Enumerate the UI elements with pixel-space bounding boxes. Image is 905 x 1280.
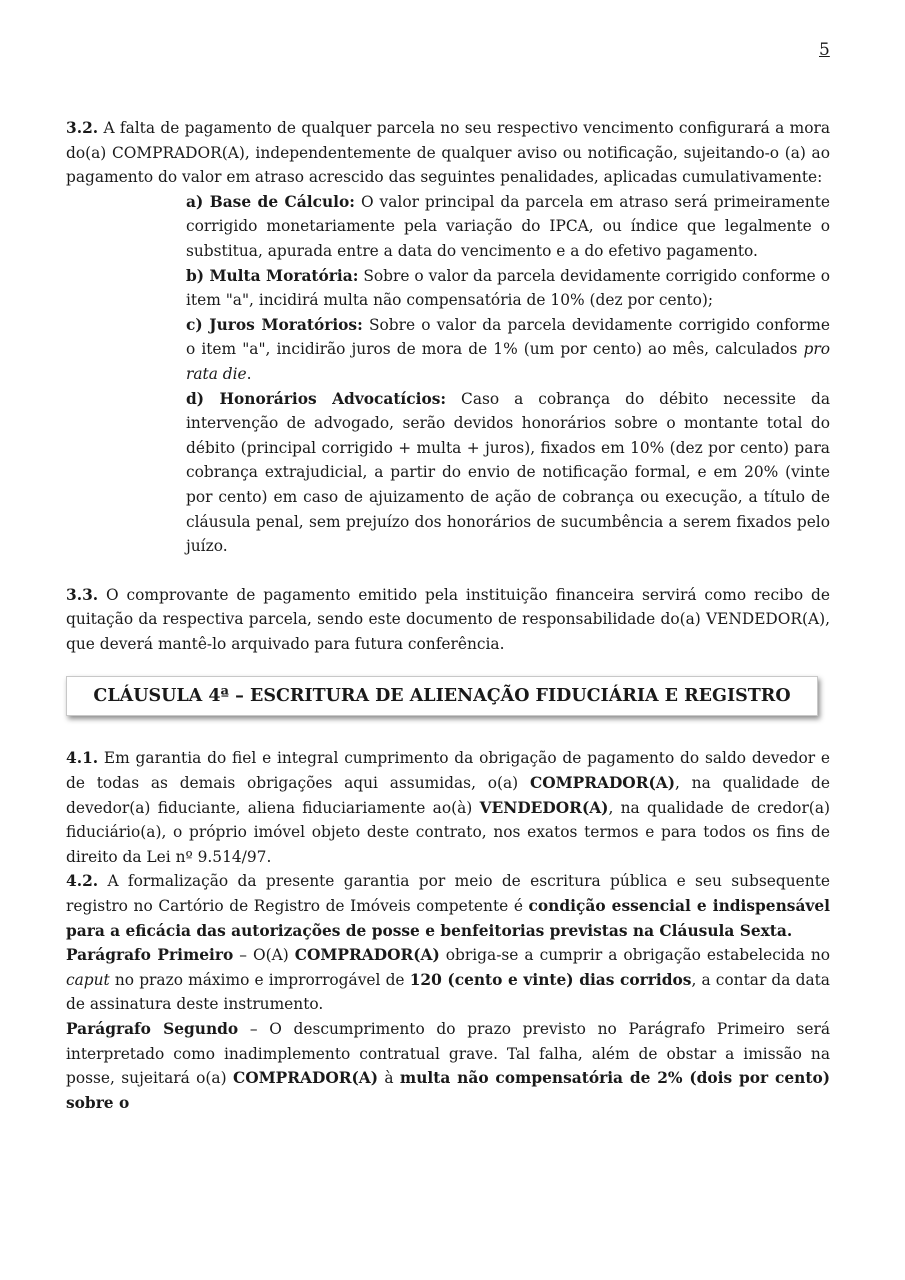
section-4-1: 4.1. Em garantia do fiel e integral cumprimento da obrigação de pagamento do saldo devedor e de todas as demais obrigações aqui assumidas, o(a) COMPRADOR(A), na qualidade de devedor(a) fiduciante, aliena fiduciariamente ao(à) VENDEDOR(A), na qualidade de credor(a) fiduciário(a), o próprio imóvel objeto deste contrato, nos exatos termos e para todos os fins de direito da Lei nº 9.514/97. bbox=[66, 749, 831, 866]
item-label: c) Juros Moratórios: bbox=[186, 315, 363, 334]
section-number: 4.1. bbox=[66, 749, 99, 768]
section-number: 3.2. bbox=[66, 119, 99, 137]
section-3-3: 3.3. O comprovante de pagamento emitido pela instituição financeira servirá como recibo de quitação da respectiva parcela, sendo este documento de responsabilidade do(a) VENDEDOR(A), que deverá mantê-lo arquivado para futura conferência. bbox=[66, 585, 830, 653]
paragrafo-primeiro: Parágrafo Primeiro – O(A) COMPRADOR(A) obriga-se a cumprir a obrigação estabelecida no caput no prazo máximo e improrrogável de 120 (cento e vinte) dias corridos, a contar da data de assinatura deste instrumento. bbox=[66, 946, 830, 1014]
item-d-honorarios: d) Honorários Advocatícios: Caso a cobrança do débito necessite da intervenção de advogado, serão devidos honorários sobre o montante total do débito (principal corrigido + multa + juros), fixados em 10% (dez por cento) para cobrança extrajudicial, a partir do envio de notificação formal, e em 20% (vinte por cento) em caso de ajuizamento de ação de cobrança ou execução, a título de cláusula penal, sem prejuízo dos honorários de sucumbência a serem fixados pelo juízo. bbox=[186, 389, 830, 556]
section-4-2: 4.2. A formalização da presente garantia por meio de escritura pública e seu subsequente registro no Cartório de Registro de Imóveis competente é condição essencial e indispensável para a eficácia das autorizações de posse e benfeitorias previstas na Cláusula Sexta. bbox=[66, 872, 830, 940]
item-c-juros-moratorios: c) Juros Moratórios: Sobre o valor da parcela devidamente corrigido conforme o item "a", incidirão juros de mora de 1% (um por cento) ao mês, calculados pro rata die. bbox=[186, 315, 830, 383]
paragraph-label: Parágrafo Primeiro bbox=[66, 946, 234, 965]
section-number: 4.2. bbox=[66, 872, 99, 891]
item-label: d) Honorários Advocatícios: bbox=[186, 389, 447, 408]
section-3-2: 3.2. A falta de pagamento de qualquer parcela no seu respectivo vencimento configurará a mora do(a) COMPRADOR(A), independentemente de qualquer aviso ou notificação, sujeitando-o (a) ao pagamento do valor em atraso acrescido das seguintes penalidades, aplicadas cumulativamente: bbox=[66, 119, 830, 187]
section-number: 3.3. bbox=[66, 585, 99, 604]
item-a-base-de-calculo: a) Base de Cálculo: O valor principal da parcela em atraso será primeiramente corrigido monetariamente pela variação do IPCA, ou índice que legalmente o substitua, apurada entre a data do vencimento e a do efetivo pagamento. bbox=[186, 192, 830, 260]
clause-4-heading: CLÁUSULA 4ª – ESCRITURA DE ALIENAÇÃO FIDUCIÁRIA E REGISTRO bbox=[66, 676, 818, 716]
paragrafo-segundo: Parágrafo Segundo – O descumprimento do prazo previsto no Parágrafo Primeiro será interpretado como inadimplemento contratual grave. Tal falha, além de obstar a imissão na posse, sujeitará o(a) COMPRADOR(A) à multa não compensatória de 2% (dois por cento) sobre o bbox=[66, 1020, 830, 1112]
item-b-multa-moratoria: b) Multa Moratória: Sobre o valor da parcela devidamente corrigido conforme o item "a", incidirá multa não compensatória de 10% (dez por cento); bbox=[186, 266, 831, 310]
paragraph-label: Parágrafo Segundo bbox=[66, 1020, 239, 1038]
spacer bbox=[66, 559, 830, 583]
item-label: a) Base de Cálculo: bbox=[186, 192, 355, 211]
page-number: 5 bbox=[819, 40, 830, 60]
item-label: b) Multa Moratória: bbox=[186, 266, 359, 285]
document-body bbox=[66, 116, 830, 1115]
